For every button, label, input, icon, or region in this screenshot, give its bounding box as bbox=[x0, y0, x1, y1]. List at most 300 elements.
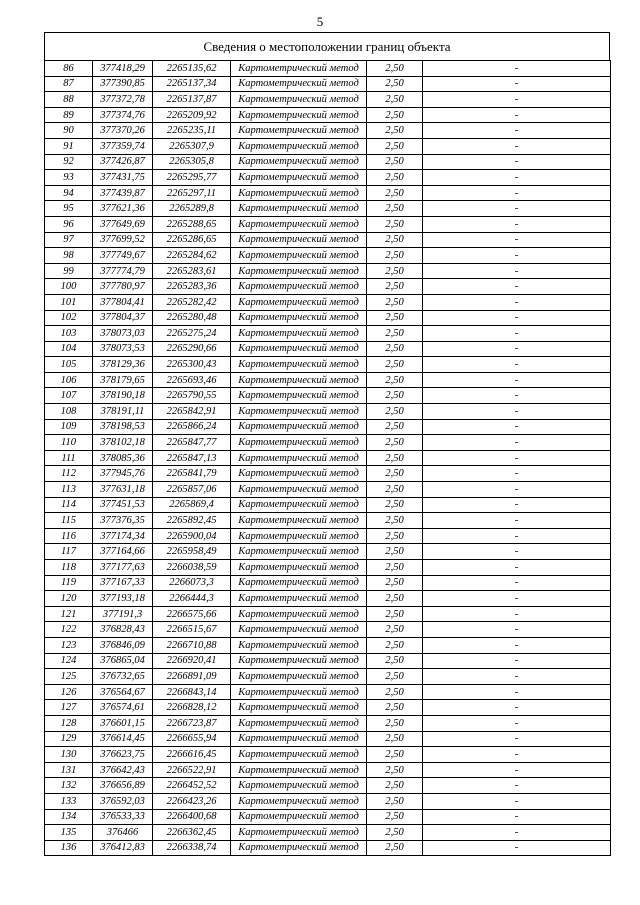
table-row bbox=[45, 232, 611, 248]
x-coordinate-cell: 377749,67 bbox=[93, 248, 153, 264]
table-row bbox=[45, 684, 611, 700]
point-number-cell: 97 bbox=[45, 232, 93, 248]
accuracy-cell: 2,50 bbox=[367, 294, 423, 310]
accuracy-cell: 2,50 bbox=[367, 544, 423, 560]
point-number-cell: 120 bbox=[45, 591, 93, 607]
description-cell: - bbox=[423, 778, 611, 794]
table-row bbox=[45, 357, 611, 373]
description-cell: - bbox=[423, 216, 611, 232]
y-coordinate-cell: 2265135,62 bbox=[153, 61, 231, 77]
table-row bbox=[45, 466, 611, 482]
point-number-cell: 113 bbox=[45, 482, 93, 498]
method-cell: Картометрический метод bbox=[231, 653, 367, 669]
point-number-cell: 125 bbox=[45, 669, 93, 685]
method-cell: Картометрический метод bbox=[231, 216, 367, 232]
accuracy-cell: 2,50 bbox=[367, 731, 423, 747]
table-row bbox=[45, 747, 611, 763]
accuracy-cell: 2,50 bbox=[367, 357, 423, 373]
method-cell: Картометрический метод bbox=[231, 715, 367, 731]
accuracy-cell: 2,50 bbox=[367, 513, 423, 529]
method-cell: Картометрический метод bbox=[231, 435, 367, 451]
method-cell: Картометрический метод bbox=[231, 76, 367, 92]
point-number-cell: 105 bbox=[45, 357, 93, 373]
point-number-cell: 102 bbox=[45, 310, 93, 326]
method-cell: Картометрический метод bbox=[231, 154, 367, 170]
point-number-cell: 117 bbox=[45, 544, 93, 560]
x-coordinate-cell: 377426,87 bbox=[93, 154, 153, 170]
y-coordinate-cell: 2265295,77 bbox=[153, 170, 231, 186]
method-cell: Картометрический метод bbox=[231, 731, 367, 747]
y-coordinate-cell: 2266362,45 bbox=[153, 825, 231, 841]
x-coordinate-cell: 376592,03 bbox=[93, 793, 153, 809]
point-number-cell: 100 bbox=[45, 279, 93, 295]
page-number: 5 bbox=[316, 14, 324, 29]
table-row bbox=[45, 513, 611, 529]
description-cell: - bbox=[423, 154, 611, 170]
description-cell: - bbox=[423, 700, 611, 716]
accuracy-cell: 2,50 bbox=[367, 435, 423, 451]
accuracy-cell: 2,50 bbox=[367, 466, 423, 482]
x-coordinate-cell: 377621,36 bbox=[93, 201, 153, 217]
method-cell: Картометрический метод bbox=[231, 825, 367, 841]
point-number-cell: 86 bbox=[45, 61, 93, 77]
description-cell: - bbox=[423, 138, 611, 154]
accuracy-cell: 2,50 bbox=[367, 669, 423, 685]
point-number-cell: 93 bbox=[45, 170, 93, 186]
description-cell: - bbox=[423, 76, 611, 92]
method-cell: Картометрический метод bbox=[231, 201, 367, 217]
table-row bbox=[45, 92, 611, 108]
description-cell: - bbox=[423, 310, 611, 326]
description-cell: - bbox=[423, 419, 611, 435]
accuracy-cell: 2,50 bbox=[367, 778, 423, 794]
accuracy-cell: 2,50 bbox=[367, 575, 423, 591]
accuracy-cell: 2,50 bbox=[367, 388, 423, 404]
y-coordinate-cell: 2266891,09 bbox=[153, 669, 231, 685]
table-row bbox=[45, 185, 611, 201]
accuracy-cell: 2,50 bbox=[367, 341, 423, 357]
method-cell: Картометрический метод bbox=[231, 263, 367, 279]
x-coordinate-cell: 377370,26 bbox=[93, 123, 153, 139]
description-cell: - bbox=[423, 606, 611, 622]
method-cell: Картометрический метод bbox=[231, 575, 367, 591]
accuracy-cell: 2,50 bbox=[367, 201, 423, 217]
table-row bbox=[45, 138, 611, 154]
y-coordinate-cell: 2265857,06 bbox=[153, 482, 231, 498]
accuracy-cell: 2,50 bbox=[367, 107, 423, 123]
y-coordinate-cell: 2265282,42 bbox=[153, 294, 231, 310]
y-coordinate-cell: 2266522,91 bbox=[153, 762, 231, 778]
method-cell: Картометрический метод bbox=[231, 450, 367, 466]
x-coordinate-cell: 377376,35 bbox=[93, 513, 153, 529]
y-coordinate-cell: 2265866,24 bbox=[153, 419, 231, 435]
table-row bbox=[45, 310, 611, 326]
description-cell: - bbox=[423, 341, 611, 357]
y-coordinate-cell: 2265235,11 bbox=[153, 123, 231, 139]
accuracy-cell: 2,50 bbox=[367, 528, 423, 544]
y-coordinate-cell: 2265284,62 bbox=[153, 248, 231, 264]
description-cell: - bbox=[423, 435, 611, 451]
accuracy-cell: 2,50 bbox=[367, 591, 423, 607]
description-cell: - bbox=[423, 513, 611, 529]
x-coordinate-cell: 377191,3 bbox=[93, 606, 153, 622]
point-number-cell: 108 bbox=[45, 404, 93, 420]
table-row bbox=[45, 637, 611, 653]
description-cell: - bbox=[423, 372, 611, 388]
y-coordinate-cell: 2265300,43 bbox=[153, 357, 231, 373]
y-coordinate-cell: 2265286,65 bbox=[153, 232, 231, 248]
point-number-cell: 126 bbox=[45, 684, 93, 700]
method-cell: Картометрический метод bbox=[231, 326, 367, 342]
y-coordinate-cell: 2266444,3 bbox=[153, 591, 231, 607]
point-number-cell: 98 bbox=[45, 248, 93, 264]
point-number-cell: 116 bbox=[45, 528, 93, 544]
description-cell: - bbox=[423, 747, 611, 763]
description-cell: - bbox=[423, 809, 611, 825]
point-number-cell: 88 bbox=[45, 92, 93, 108]
table-title: Сведения о местоположении границ объекта bbox=[44, 32, 610, 60]
description-cell: - bbox=[423, 450, 611, 466]
y-coordinate-cell: 2265900,04 bbox=[153, 528, 231, 544]
point-number-cell: 134 bbox=[45, 809, 93, 825]
x-coordinate-cell: 377451,53 bbox=[93, 497, 153, 513]
method-cell: Картометрический метод bbox=[231, 123, 367, 139]
method-cell: Картометрический метод bbox=[231, 482, 367, 498]
table-row bbox=[45, 544, 611, 560]
point-number-cell: 95 bbox=[45, 201, 93, 217]
description-cell: - bbox=[423, 123, 611, 139]
accuracy-cell: 2,50 bbox=[367, 482, 423, 498]
coordinates-table bbox=[44, 60, 611, 856]
method-cell: Картометрический метод bbox=[231, 341, 367, 357]
x-coordinate-cell: 376828,43 bbox=[93, 622, 153, 638]
point-number-cell: 90 bbox=[45, 123, 93, 139]
table-row bbox=[45, 793, 611, 809]
x-coordinate-cell: 377439,87 bbox=[93, 185, 153, 201]
x-coordinate-cell: 376601,15 bbox=[93, 715, 153, 731]
accuracy-cell: 2,50 bbox=[367, 216, 423, 232]
table-row bbox=[45, 201, 611, 217]
x-coordinate-cell: 377164,66 bbox=[93, 544, 153, 560]
table-row bbox=[45, 294, 611, 310]
accuracy-cell: 2,50 bbox=[367, 560, 423, 576]
y-coordinate-cell: 2265283,36 bbox=[153, 279, 231, 295]
x-coordinate-cell: 377804,41 bbox=[93, 294, 153, 310]
y-coordinate-cell: 2266575,66 bbox=[153, 606, 231, 622]
accuracy-cell: 2,50 bbox=[367, 700, 423, 716]
accuracy-cell: 2,50 bbox=[367, 637, 423, 653]
accuracy-cell: 2,50 bbox=[367, 653, 423, 669]
method-cell: Картометрический метод bbox=[231, 372, 367, 388]
accuracy-cell: 2,50 bbox=[367, 825, 423, 841]
point-number-cell: 132 bbox=[45, 778, 93, 794]
x-coordinate-cell: 378085,36 bbox=[93, 450, 153, 466]
table-row bbox=[45, 419, 611, 435]
accuracy-cell: 2,50 bbox=[367, 762, 423, 778]
accuracy-cell: 2,50 bbox=[367, 138, 423, 154]
table-row bbox=[45, 435, 611, 451]
x-coordinate-cell: 377193,18 bbox=[93, 591, 153, 607]
point-number-cell: 91 bbox=[45, 138, 93, 154]
method-cell: Картометрический метод bbox=[231, 622, 367, 638]
point-number-cell: 87 bbox=[45, 76, 93, 92]
x-coordinate-cell: 378073,03 bbox=[93, 326, 153, 342]
y-coordinate-cell: 2266452,52 bbox=[153, 778, 231, 794]
x-coordinate-cell: 376564,67 bbox=[93, 684, 153, 700]
x-coordinate-cell: 376614,45 bbox=[93, 731, 153, 747]
method-cell: Картометрический метод bbox=[231, 669, 367, 685]
x-coordinate-cell: 377418,29 bbox=[93, 61, 153, 77]
y-coordinate-cell: 2266828,12 bbox=[153, 700, 231, 716]
method-cell: Картометрический метод bbox=[231, 840, 367, 856]
y-coordinate-cell: 2265137,34 bbox=[153, 76, 231, 92]
point-number-cell: 115 bbox=[45, 513, 93, 529]
table-row bbox=[45, 575, 611, 591]
x-coordinate-cell: 377804,37 bbox=[93, 310, 153, 326]
point-number-cell: 121 bbox=[45, 606, 93, 622]
description-cell: - bbox=[423, 622, 611, 638]
y-coordinate-cell: 2266920,41 bbox=[153, 653, 231, 669]
description-cell: - bbox=[423, 591, 611, 607]
accuracy-cell: 2,50 bbox=[367, 154, 423, 170]
method-cell: Картометрический метод bbox=[231, 404, 367, 420]
description-cell: - bbox=[423, 232, 611, 248]
point-number-cell: 122 bbox=[45, 622, 93, 638]
accuracy-cell: 2,50 bbox=[367, 404, 423, 420]
accuracy-cell: 2,50 bbox=[367, 809, 423, 825]
description-cell: - bbox=[423, 653, 611, 669]
point-number-cell: 101 bbox=[45, 294, 93, 310]
y-coordinate-cell: 2266515,67 bbox=[153, 622, 231, 638]
accuracy-cell: 2,50 bbox=[367, 497, 423, 513]
accuracy-cell: 2,50 bbox=[367, 606, 423, 622]
x-coordinate-cell: 377945,76 bbox=[93, 466, 153, 482]
description-cell: - bbox=[423, 637, 611, 653]
table-row bbox=[45, 154, 611, 170]
point-number-cell: 127 bbox=[45, 700, 93, 716]
description-cell: - bbox=[423, 840, 611, 856]
description-cell: - bbox=[423, 544, 611, 560]
accuracy-cell: 2,50 bbox=[367, 61, 423, 77]
x-coordinate-cell: 377699,52 bbox=[93, 232, 153, 248]
description-cell: - bbox=[423, 92, 611, 108]
method-cell: Картометрический метод bbox=[231, 560, 367, 576]
method-cell: Картометрический метод bbox=[231, 809, 367, 825]
x-coordinate-cell: 376412,83 bbox=[93, 840, 153, 856]
point-number-cell: 129 bbox=[45, 731, 93, 747]
table-row bbox=[45, 76, 611, 92]
table-row bbox=[45, 809, 611, 825]
table-row bbox=[45, 372, 611, 388]
y-coordinate-cell: 2265305,8 bbox=[153, 154, 231, 170]
x-coordinate-cell: 378190,18 bbox=[93, 388, 153, 404]
y-coordinate-cell: 2265288,65 bbox=[153, 216, 231, 232]
table-row bbox=[45, 591, 611, 607]
x-coordinate-cell: 378191,11 bbox=[93, 404, 153, 420]
accuracy-cell: 2,50 bbox=[367, 232, 423, 248]
table-row bbox=[45, 700, 611, 716]
description-cell: - bbox=[423, 731, 611, 747]
table-row bbox=[45, 622, 611, 638]
accuracy-cell: 2,50 bbox=[367, 248, 423, 264]
accuracy-cell: 2,50 bbox=[367, 310, 423, 326]
description-cell: - bbox=[423, 263, 611, 279]
y-coordinate-cell: 2265307,9 bbox=[153, 138, 231, 154]
y-coordinate-cell: 2265280,48 bbox=[153, 310, 231, 326]
description-cell: - bbox=[423, 466, 611, 482]
x-coordinate-cell: 377372,78 bbox=[93, 92, 153, 108]
point-number-cell: 112 bbox=[45, 466, 93, 482]
point-number-cell: 114 bbox=[45, 497, 93, 513]
method-cell: Картометрический метод bbox=[231, 61, 367, 77]
description-cell: - bbox=[423, 528, 611, 544]
description-cell: - bbox=[423, 669, 611, 685]
table-row bbox=[45, 482, 611, 498]
x-coordinate-cell: 377374,76 bbox=[93, 107, 153, 123]
description-cell: - bbox=[423, 575, 611, 591]
table-row bbox=[45, 263, 611, 279]
point-number-cell: 131 bbox=[45, 762, 93, 778]
description-cell: - bbox=[423, 825, 611, 841]
x-coordinate-cell: 378179,65 bbox=[93, 372, 153, 388]
accuracy-cell: 2,50 bbox=[367, 123, 423, 139]
method-cell: Картометрический метод bbox=[231, 138, 367, 154]
description-cell: - bbox=[423, 715, 611, 731]
point-number-cell: 130 bbox=[45, 747, 93, 763]
table-row bbox=[45, 715, 611, 731]
y-coordinate-cell: 2265841,79 bbox=[153, 466, 231, 482]
description-cell: - bbox=[423, 107, 611, 123]
y-coordinate-cell: 2265847,77 bbox=[153, 435, 231, 451]
description-cell: - bbox=[423, 762, 611, 778]
description-cell: - bbox=[423, 357, 611, 373]
y-coordinate-cell: 2265693,46 bbox=[153, 372, 231, 388]
table-row bbox=[45, 404, 611, 420]
x-coordinate-cell: 378073,53 bbox=[93, 341, 153, 357]
point-number-cell: 135 bbox=[45, 825, 93, 841]
method-cell: Картометрический метод bbox=[231, 294, 367, 310]
point-number-cell: 136 bbox=[45, 840, 93, 856]
accuracy-cell: 2,50 bbox=[367, 747, 423, 763]
x-coordinate-cell: 376574,61 bbox=[93, 700, 153, 716]
method-cell: Картометрический метод bbox=[231, 684, 367, 700]
point-number-cell: 89 bbox=[45, 107, 93, 123]
x-coordinate-cell: 377177,63 bbox=[93, 560, 153, 576]
description-cell: - bbox=[423, 248, 611, 264]
point-number-cell: 109 bbox=[45, 419, 93, 435]
point-number-cell: 99 bbox=[45, 263, 93, 279]
x-coordinate-cell: 377649,69 bbox=[93, 216, 153, 232]
boundary-sheet bbox=[44, 32, 610, 856]
y-coordinate-cell: 2266616,45 bbox=[153, 747, 231, 763]
description-cell: - bbox=[423, 684, 611, 700]
x-coordinate-cell: 378102,18 bbox=[93, 435, 153, 451]
x-coordinate-cell: 377167,33 bbox=[93, 575, 153, 591]
table-row bbox=[45, 497, 611, 513]
x-coordinate-cell: 376846,09 bbox=[93, 637, 153, 653]
table-row bbox=[45, 107, 611, 123]
table-row bbox=[45, 840, 611, 856]
table-row bbox=[45, 216, 611, 232]
method-cell: Картометрический метод bbox=[231, 466, 367, 482]
accuracy-cell: 2,50 bbox=[367, 793, 423, 809]
x-coordinate-cell: 376642,43 bbox=[93, 762, 153, 778]
y-coordinate-cell: 2265790,55 bbox=[153, 388, 231, 404]
method-cell: Картометрический метод bbox=[231, 419, 367, 435]
y-coordinate-cell: 2266655,94 bbox=[153, 731, 231, 747]
accuracy-cell: 2,50 bbox=[367, 715, 423, 731]
point-number-cell: 128 bbox=[45, 715, 93, 731]
y-coordinate-cell: 2265137,87 bbox=[153, 92, 231, 108]
accuracy-cell: 2,50 bbox=[367, 185, 423, 201]
method-cell: Картометрический метод bbox=[231, 185, 367, 201]
table-row bbox=[45, 653, 611, 669]
method-cell: Картометрический метод bbox=[231, 513, 367, 529]
point-number-cell: 103 bbox=[45, 326, 93, 342]
y-coordinate-cell: 2266038,59 bbox=[153, 560, 231, 576]
method-cell: Картометрический метод bbox=[231, 388, 367, 404]
accuracy-cell: 2,50 bbox=[367, 76, 423, 92]
method-cell: Картометрический метод bbox=[231, 528, 367, 544]
x-coordinate-cell: 377174,34 bbox=[93, 528, 153, 544]
point-number-cell: 94 bbox=[45, 185, 93, 201]
description-cell: - bbox=[423, 404, 611, 420]
method-cell: Картометрический метод bbox=[231, 778, 367, 794]
y-coordinate-cell: 2266400,68 bbox=[153, 809, 231, 825]
y-coordinate-cell: 2265842,91 bbox=[153, 404, 231, 420]
x-coordinate-cell: 376732,65 bbox=[93, 669, 153, 685]
table-row bbox=[45, 669, 611, 685]
x-coordinate-cell: 377780,97 bbox=[93, 279, 153, 295]
method-cell: Картометрический метод bbox=[231, 92, 367, 108]
y-coordinate-cell: 2266723,87 bbox=[153, 715, 231, 731]
table-row bbox=[45, 61, 611, 77]
accuracy-cell: 2,50 bbox=[367, 279, 423, 295]
method-cell: Картометрический метод bbox=[231, 700, 367, 716]
method-cell: Картометрический метод bbox=[231, 497, 367, 513]
x-coordinate-cell: 377359,74 bbox=[93, 138, 153, 154]
point-number-cell: 124 bbox=[45, 653, 93, 669]
method-cell: Картометрический метод bbox=[231, 357, 367, 373]
accuracy-cell: 2,50 bbox=[367, 684, 423, 700]
description-cell: - bbox=[423, 482, 611, 498]
x-coordinate-cell: 378129,36 bbox=[93, 357, 153, 373]
accuracy-cell: 2,50 bbox=[367, 622, 423, 638]
coordinates-table-body bbox=[45, 61, 611, 856]
method-cell: Картометрический метод bbox=[231, 279, 367, 295]
table-row bbox=[45, 731, 611, 747]
x-coordinate-cell: 377774,79 bbox=[93, 263, 153, 279]
point-number-cell: 111 bbox=[45, 450, 93, 466]
point-number-cell: 107 bbox=[45, 388, 93, 404]
table-row bbox=[45, 762, 611, 778]
accuracy-cell: 2,50 bbox=[367, 263, 423, 279]
x-coordinate-cell: 378198,53 bbox=[93, 419, 153, 435]
table-row bbox=[45, 778, 611, 794]
description-cell: - bbox=[423, 279, 611, 295]
description-cell: - bbox=[423, 388, 611, 404]
table-row bbox=[45, 606, 611, 622]
y-coordinate-cell: 2266710,88 bbox=[153, 637, 231, 653]
method-cell: Картометрический метод bbox=[231, 637, 367, 653]
description-cell: - bbox=[423, 61, 611, 77]
method-cell: Картометрический метод bbox=[231, 107, 367, 123]
accuracy-cell: 2,50 bbox=[367, 419, 423, 435]
method-cell: Картометрический метод bbox=[231, 793, 367, 809]
y-coordinate-cell: 2265847,13 bbox=[153, 450, 231, 466]
point-number-cell: 106 bbox=[45, 372, 93, 388]
method-cell: Картометрический метод bbox=[231, 747, 367, 763]
